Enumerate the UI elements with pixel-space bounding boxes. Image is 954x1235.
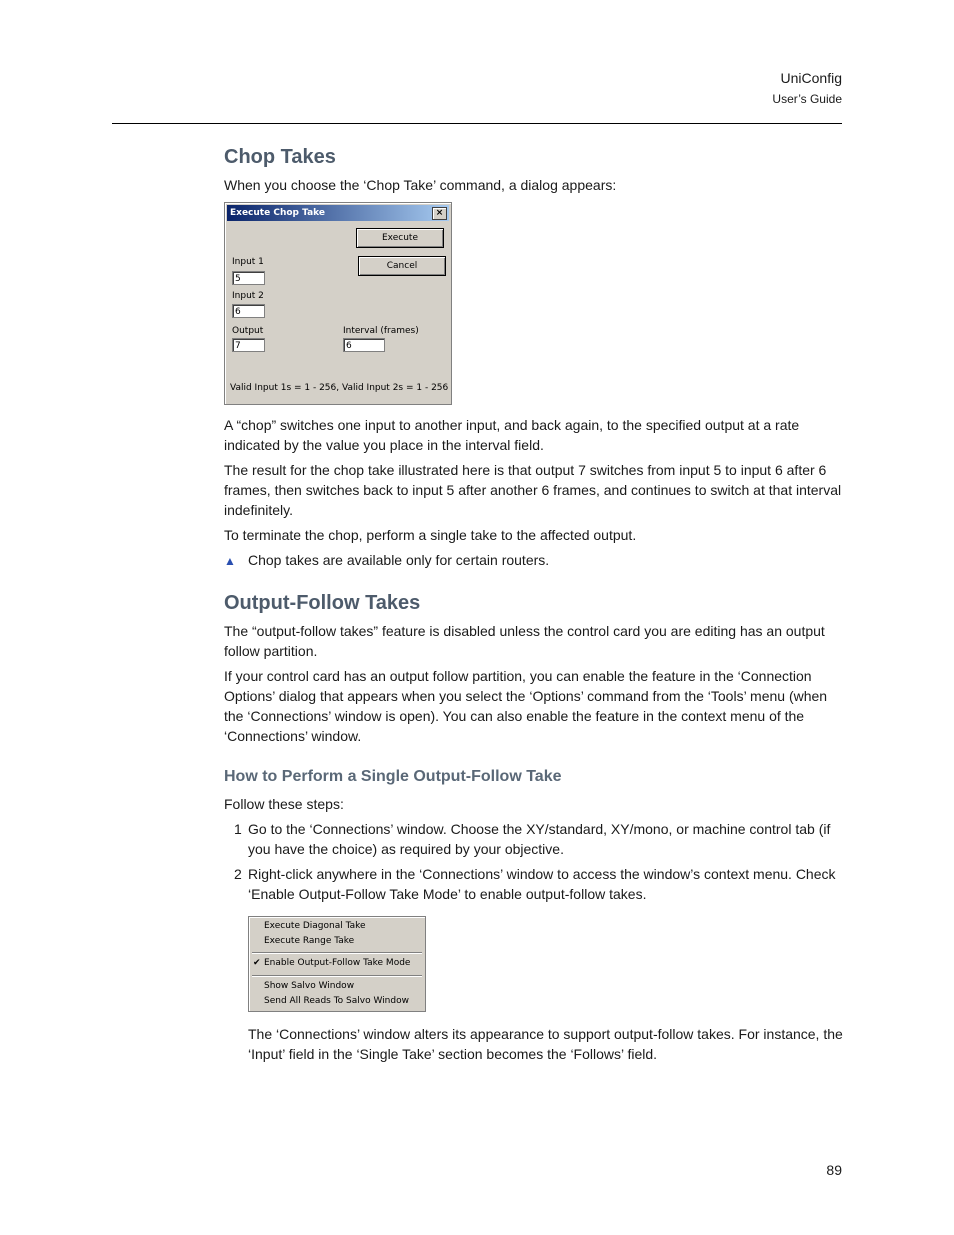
chop-intro: When you choose the ‘Chop Take’ command, a dialog appears: xyxy=(224,177,617,193)
input1-label: Input 1 xyxy=(232,257,264,267)
valid-range-text: Valid Input 1s = 1 - 256, Valid Input 2s = 1 - 256 xyxy=(230,383,449,393)
menu-item-send-all-reads[interactable]: Send All Reads To Salvo Window xyxy=(264,996,409,1006)
subsection-heading: How to Perform a Single Output-Follow Take xyxy=(224,768,562,785)
menu-item-enable-output-follow[interactable]: Enable Output-Follow Take Mode xyxy=(264,958,411,968)
menu-item-execute-diagonal-take[interactable]: Execute Diagonal Take xyxy=(264,921,366,931)
menu-item-show-salvo-window[interactable]: Show Salvo Window xyxy=(264,981,355,991)
close-button[interactable]: × xyxy=(432,207,447,220)
chop-paragraph-1: A “chop” switches one input to another input, and back again, to the specified output at a rate indicated by the value you place in the interval field. xyxy=(224,417,800,453)
interval-label: Interval (frames) xyxy=(343,326,419,336)
checkmark-icon: ✔ xyxy=(253,958,261,968)
input2-label: Input 2 xyxy=(232,291,264,301)
after-menu-paragraph: The ‘Connections’ window alters its appearance to support output-follow takes. For instance, the ‘Input’ field in the ‘Single Take’ section becomes the ‘Follows’ field. xyxy=(248,1026,843,1062)
step-text: Right-click anywhere in the ‘Connections’ window to access the window’s context menu. Check ‘Enable Output-Follow Take Mode’ to enable output-follow takes. xyxy=(248,866,836,902)
running-header-title: UniConfig xyxy=(780,70,842,86)
step-number: 1 xyxy=(234,821,242,837)
execute-chop-take-dialog xyxy=(224,202,452,405)
dialog-title: Execute Chop Take xyxy=(230,208,326,218)
output-follow-paragraph-2: If your control card has an output follow partition, you can enable the feature in the ‘Connection Options’ dialog that appears when you select the ‘Options’ command from the ‘Tools’ menu (when the ‘Connections’ window is open). You can also enable the feature in the context menu of the ‘Connections’ window. xyxy=(224,668,828,744)
cancel-button[interactable]: Cancel xyxy=(358,256,446,276)
context-menu xyxy=(248,916,426,1012)
input2-field[interactable]: 6 xyxy=(232,304,265,318)
menu-separator xyxy=(252,952,422,954)
steps-intro: Follow these steps: xyxy=(224,796,344,812)
chop-note xyxy=(224,550,844,570)
triangle-icon: ▲ xyxy=(224,554,236,568)
interval-field[interactable]: 6 xyxy=(343,338,385,352)
output-follow-paragraph-1: The “output-follow takes” feature is disabled unless the control card you are editing has an output follow partition. xyxy=(224,623,825,659)
step-item xyxy=(224,864,844,904)
step-number: 2 xyxy=(234,866,242,882)
input1-field[interactable]: 5 xyxy=(232,271,265,285)
page-content xyxy=(224,140,844,1069)
execute-button[interactable]: Execute xyxy=(356,228,444,248)
output-field[interactable]: 7 xyxy=(232,338,265,352)
menu-separator xyxy=(252,975,422,977)
running-header-subtitle: User’s Guide xyxy=(772,92,842,106)
menu-item-execute-range-take[interactable]: Execute Range Take xyxy=(264,936,355,946)
step-item xyxy=(224,819,844,859)
dialog-titlebar xyxy=(227,205,449,221)
section-heading-chop-takes: Chop Takes xyxy=(224,146,336,168)
chop-paragraph-2: The result for the chop take illustrated here is that output 7 switches from input 5 to input 6 after 6 frames, then switches back to input 5 after another 6 frames, and continues to switch at that interval indefinitely. xyxy=(224,462,842,518)
section-heading-output-follow: Output-Follow Takes xyxy=(224,592,421,614)
chop-note-text: Chop takes are available only for certain routers. xyxy=(248,552,550,568)
output-label: Output xyxy=(232,326,264,336)
step-text: Go to the ‘Connections’ window. Choose the XY/standard, XY/mono, or machine control tab (if you have the choice) as required by your objective. xyxy=(248,821,831,857)
chop-paragraph-3: To terminate the chop, perform a single take to the affected output. xyxy=(224,527,637,543)
page-number: 89 xyxy=(826,1162,842,1178)
header-rule xyxy=(112,123,842,124)
